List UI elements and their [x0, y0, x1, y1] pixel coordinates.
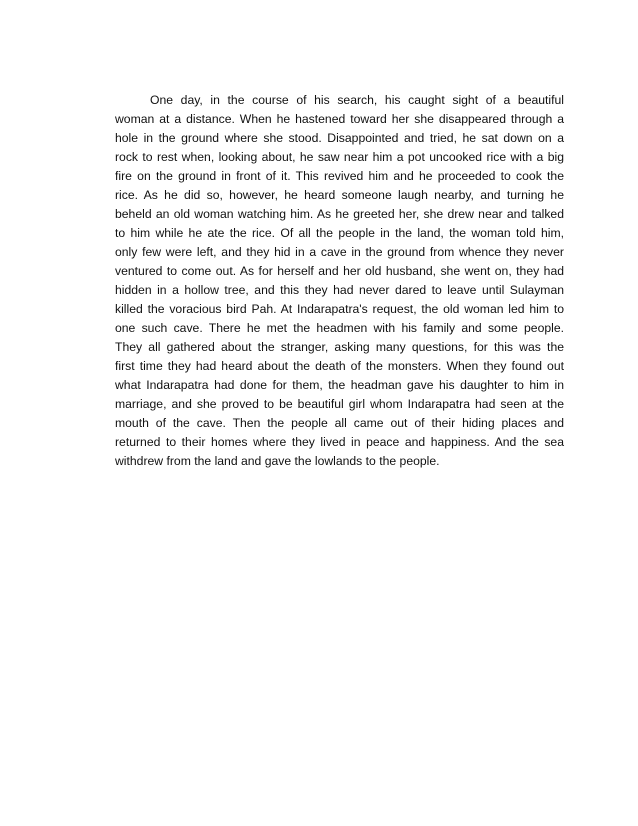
- paragraph-line: They all gathered about the stranger, asking many questions, for this was the: [115, 340, 564, 354]
- paragraph-line-last: withdrew from the land and gave the lowlands to the people.: [115, 454, 440, 468]
- paragraph-line: beheld an old woman watching him. As he greeted her, she drew near and talked: [115, 207, 564, 221]
- paragraph-line: One day, in the course of his search, his caught sight of a beautiful: [150, 93, 564, 107]
- paragraph-line: marriage, and she proved to be beautiful girl whom Indarapatra had seen at the: [115, 397, 564, 411]
- paragraph-line: rock to rest when, looking about, he saw near him a pot uncooked rice with a big: [115, 150, 564, 164]
- paragraph-line: rice. As he did so, however, he heard someone laugh nearby, and turning he: [115, 188, 564, 202]
- paragraph-line: hidden in a hollow tree, and this they had never dared to leave until Sulayman: [115, 283, 564, 297]
- paragraph-line: killed the voracious bird Pah. At Indarapatra's request, the old woman led him to: [115, 302, 564, 316]
- paragraph-line: first time they had heard about the death of the monsters. When they found out: [115, 359, 564, 373]
- paragraph-line: woman at a distance. When he hastened toward her she disappeared through a: [115, 112, 564, 126]
- paragraph-line: mouth of the cave. Then the people all came out of their hiding places and: [115, 416, 564, 430]
- paragraph-line: one such cave. There he met the headmen with his family and some people.: [115, 321, 564, 335]
- paragraph-line: only few were left, and they hid in a cave in the ground from whence they never: [115, 245, 564, 259]
- paragraph-line: what Indarapatra had done for them, the headman gave his daughter to him in: [115, 378, 564, 392]
- paragraph-line: fire on the ground in front of it. This revived him and he proceeded to cook the: [115, 169, 564, 183]
- paragraph-line: returned to their homes where they lived in peace and happiness. And the sea: [115, 435, 564, 449]
- paragraph-line: ventured to come out. As for herself and her old husband, she went on, they had: [115, 264, 564, 278]
- paragraph-line: to him while he ate the rice. Of all the people in the land, the woman told him,: [115, 226, 564, 240]
- paragraph-line: hole in the ground where she stood. Disappointed and tried, he sat down on a: [115, 131, 564, 145]
- body-paragraph: [115, 91, 564, 471]
